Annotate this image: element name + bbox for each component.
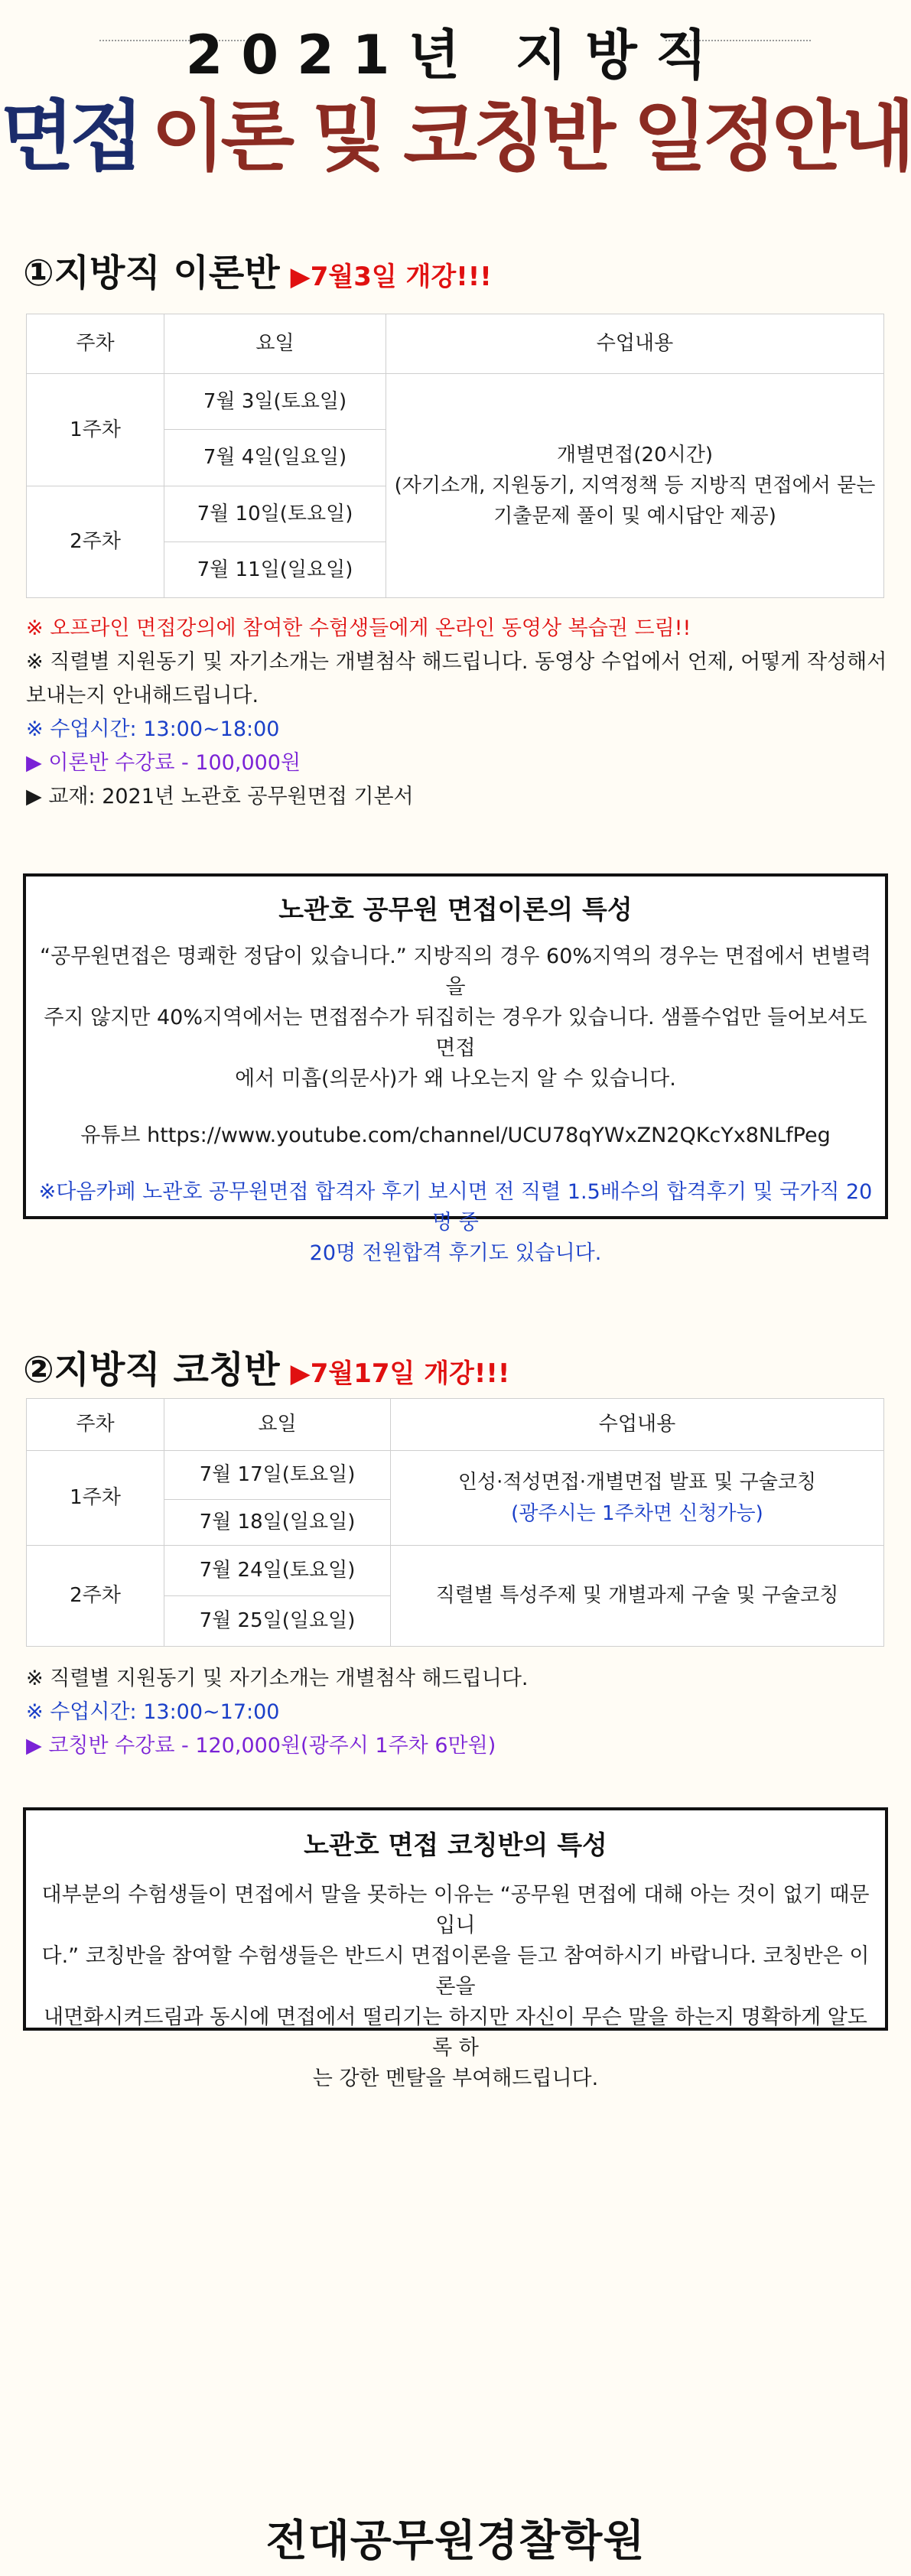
- theory-box-text: 주지 않지만 40%지역에서는 면접점수가 뒤집히는 경우가 있습니다. 샘플수업만 들어보셔도 면접: [44, 1006, 867, 1060]
- coaching-schedule-table: [26, 1398, 884, 1647]
- col-content-header: 수업내용: [386, 314, 884, 374]
- table-header-row: [27, 314, 884, 374]
- coaching-notes: [26, 1662, 890, 1763]
- table-row: [27, 1546, 884, 1596]
- theory-feature-box: [23, 873, 888, 1265]
- content-cell: 개별면접(20시간) (자기소개, 지원동기, 지역정책 등 지방직 면접에서 묻는 기출문제 풀이 및 예시답안 제공): [386, 374, 884, 598]
- note-individual-feedback: ※ 직렬별 지원동기 및 자기소개는 개별첨삭 해드립니다.: [26, 1667, 529, 1690]
- coaching-section-title: [23, 1340, 509, 1393]
- coaching-feature-box: [23, 1807, 888, 2090]
- theory-notes: [26, 612, 890, 814]
- theory-box-text: “공무원면접은 명쾌한 정답이 있습니다.” 지방직의 경우 60%지역의 경우는 면접에서 변별력을: [40, 945, 871, 999]
- coaching-box-text: 대부분의 수험생들이 면접에서 말을 못하는 이유는 “공무원 면접에 대해 아는 것이 없기 때문입니: [41, 1883, 870, 1937]
- header-title-blue: 면접: [0, 92, 139, 181]
- week-cell: 1주차: [27, 374, 164, 486]
- day-cell: 7월 3일(토요일): [164, 374, 386, 430]
- day-cell: 7월 11일(일요일): [164, 542, 386, 597]
- week-cell: 2주차: [27, 1546, 164, 1647]
- theory-section-title: [23, 243, 492, 296]
- coaching-box-text: 다.” 코칭반을 참여할 수험생들은 반드시 면접이론을 듣고 참여하시기 바랍니다. 코칭반은 이론을: [41, 1944, 870, 1999]
- cafe-review-text: 20명 전원합격 후기도 있습니다.: [309, 1241, 602, 1265]
- col-content-header: 수업내용: [391, 1399, 884, 1451]
- header-subtitle: 2021년 지방직: [185, 24, 726, 86]
- day-cell: 7월 10일(토요일): [164, 486, 386, 542]
- header-title-red: 이론 및 코칭반 일정안내: [151, 92, 911, 181]
- note-individual-feedback-cont: 보내는지 안내해드립니다.: [26, 684, 259, 707]
- coaching-box-text: 내면화시켜드림과 동시에 면접에서 떨리기는 하지만 자신이 무슨 말을 하는지 명확하게 알도록 하: [44, 2005, 867, 2060]
- coaching-box-title: 노관호 면접 코칭반의 특성: [304, 1830, 607, 1861]
- cafe-review-text: ※다음카페 노관호 공무원면접 합격자 후기 보시면 전 직렬 1.5배수의 합격후기 및 국가직 20명 중: [38, 1180, 873, 1234]
- note-class-time: ※ 수업시간: 13:00~17:00: [26, 1700, 280, 1724]
- table-header-row: [27, 1399, 884, 1451]
- note-individual-feedback: ※ 직렬별 지원동기 및 자기소개는 개별첨삭 해드립니다. 동영상 수업에서 언제, 어떻게 작성해서: [26, 650, 887, 674]
- note-online-review: ※ 오프라인 면접강의에 참여한 수험생들에게 온라인 동영상 복습권 드림!!: [26, 616, 691, 640]
- theory-box-title: 노관호 공무원 면접이론의 특성: [278, 895, 633, 925]
- week-cell: 1주차: [27, 1451, 164, 1546]
- day-cell: 7월 25일(일요일): [164, 1596, 391, 1647]
- academy-name: 전대공무원경찰학원: [265, 2516, 646, 2566]
- note-tuition: ▶ 이론반 수강료 - 100,000원: [26, 751, 301, 775]
- theory-open-date: ▶7월3일 개강!!!: [290, 262, 492, 292]
- table-row: [27, 1451, 884, 1500]
- day-cell: 7월 4일(일요일): [164, 430, 386, 486]
- note-textbook: ▶ 교재: 2021년 노관호 공무원면접 기본서: [26, 785, 414, 808]
- day-cell: 7월 24일(토요일): [164, 1546, 391, 1596]
- header-title: [0, 75, 911, 185]
- note-class-time: ※ 수업시간: 13:00~18:00: [26, 717, 280, 741]
- coaching-open-date: ▶7월17일 개강!!!: [290, 1358, 510, 1389]
- col-week-header: 주차: [27, 314, 164, 374]
- theory-schedule-table: [26, 314, 884, 598]
- note-tuition: ▶ 코칭반 수강료 - 120,000원(광주시 1주차 6만원): [26, 1734, 496, 1758]
- youtube-link[interactable]: 유튜브 https://www.youtube.com/channel/UCU78qYWxZN2QKcYx8NLfPeg: [80, 1124, 831, 1147]
- col-day-header: 요일: [164, 1399, 391, 1451]
- content-cell: 인성·적성면접·개별면접 발표 및 구술코칭 (광주시는 1주차면 신청가능): [391, 1451, 884, 1546]
- col-day-header: 요일: [164, 314, 386, 374]
- coaching-title: ②지방직 코칭반: [23, 1348, 280, 1391]
- content-cell: 직렬별 특성주제 및 개별과제 구술 및 구술코칭: [391, 1546, 884, 1647]
- table-row: [27, 374, 884, 430]
- theory-title: ①지방직 이론반: [23, 252, 280, 294]
- col-week-header: 주차: [27, 1399, 164, 1451]
- day-cell: 7월 17일(토요일): [164, 1451, 391, 1500]
- theory-box-text: 에서 미흡(의문사)가 왜 나오는지 알 수 있습니다.: [235, 1067, 676, 1091]
- week-cell: 2주차: [27, 486, 164, 597]
- day-cell: 7월 18일(일요일): [164, 1500, 391, 1546]
- coaching-box-text: 는 강한 멘탈을 부여해드립니다.: [312, 2067, 599, 2090]
